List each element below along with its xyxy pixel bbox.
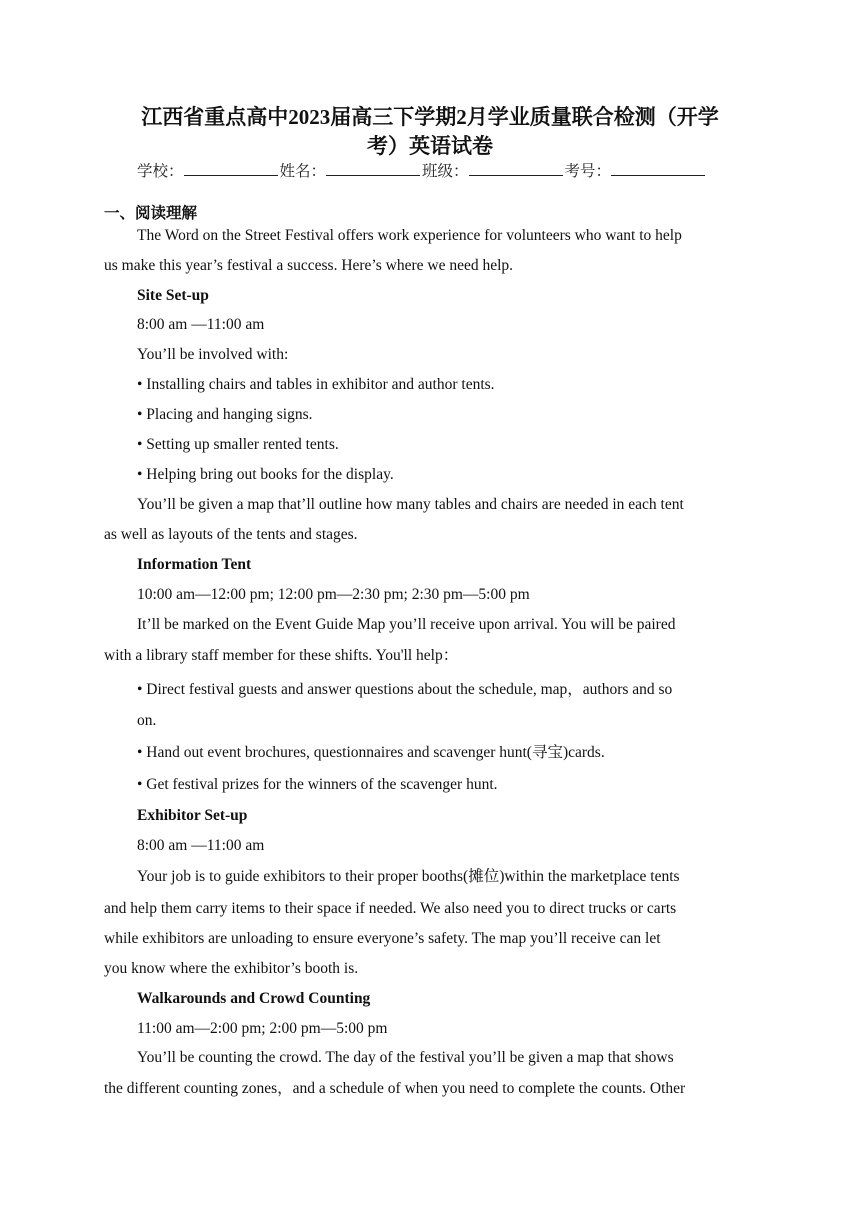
site-setup-involved: You’ll be involved with: [137, 346, 289, 363]
information-tent-time: 10:00 am—12:00 pm; 12:00 pm—2:30 pm; 2:30 pm—5:00 pm [137, 586, 530, 603]
student-info-line [137, 161, 707, 183]
exam-title-line-1: 江西省重点高中2023届高三下学期2月学业质量联合检测（开学 [141, 105, 719, 129]
exhibitor-setup-heading: Exhibitor Set-up [137, 807, 248, 824]
school-blank [184, 161, 278, 176]
site-setup-bullet-4: • Helping bring out books for the display. [137, 466, 394, 483]
information-tent-heading: Information Tent [137, 556, 252, 573]
information-tent-bullet-1b: on. [137, 712, 157, 729]
information-tent-bullet-3: • Get festival prizes for the winners of the scavenger hunt. [137, 776, 498, 793]
information-tent-para-line-2: with a library staff member for these shifts. You'll help： [104, 647, 459, 664]
information-tent-bullet-1a: • Direct festival guests and answer questions about the schedule, map，authors and so [137, 681, 673, 698]
exam-title-line-2: 考）英语试卷 [367, 134, 493, 158]
site-setup-map-line-1: You’ll be given a map that’ll outline how many tables and chairs are needed in each tent [137, 496, 684, 513]
walkarounds-para-line-2: the different counting zones，and a schedule of when you need to complete the counts. Other [104, 1080, 686, 1097]
section-heading: 一、阅读理解 [104, 205, 198, 222]
information-tent-bullet-2: • Hand out event brochures, questionnaires and scavenger hunt(寻宝)cards. [137, 744, 605, 761]
site-setup-bullet-1: • Installing chairs and tables in exhibitor and author tents. [137, 376, 495, 393]
information-tent-para-line-1: It’ll be marked on the Event Guide Map you’ll receive upon arrival. You will be paired [137, 616, 676, 633]
site-setup-map-line-2: as well as layouts of the tents and stages. [104, 526, 358, 543]
walkarounds-time: 11:00 am—2:00 pm; 2:00 pm—5:00 pm [137, 1020, 388, 1037]
site-setup-bullet-2: • Placing and hanging signs. [137, 406, 313, 423]
exam-number-blank [611, 161, 705, 176]
exhibitor-setup-para-line-1: Your job is to guide exhibitors to their proper booths(摊位)within the marketplace tents [137, 868, 680, 885]
exhibitor-setup-para-line-4: you know where the exhibitor’s booth is. [104, 960, 359, 977]
exhibitor-setup-para-line-2: and help them carry items to their space if needed. We also need you to direct trucks or carts [104, 900, 677, 917]
class-label: 班级： [422, 163, 469, 180]
walkarounds-heading: Walkarounds and Crowd Counting [137, 990, 371, 1007]
name-blank [326, 161, 420, 176]
class-blank [469, 161, 563, 176]
intro-line-2: us make this year’s festival a success. Here’s where we need help. [104, 257, 514, 274]
site-setup-bullet-3: • Setting up smaller rented tents. [137, 436, 339, 453]
exam-title [100, 103, 760, 161]
exhibitor-setup-time: 8:00 am —11:00 am [137, 837, 265, 854]
school-label: 学校： [137, 163, 184, 180]
exam-number-label: 考号： [564, 163, 612, 180]
intro-line-1: The Word on the Street Festival offers work experience for volunteers who want to help [137, 227, 682, 244]
site-setup-heading: Site Set-up [137, 287, 209, 304]
name-label: 姓名： [279, 163, 327, 180]
walkarounds-para-line-1: You’ll be counting the crowd. The day of the festival you’ll be given a map that shows [137, 1049, 674, 1066]
site-setup-time: 8:00 am —11:00 am [137, 316, 265, 333]
exhibitor-setup-para-line-3: while exhibitors are unloading to ensure everyone’s safety. The map you’ll receive can let [104, 930, 661, 947]
